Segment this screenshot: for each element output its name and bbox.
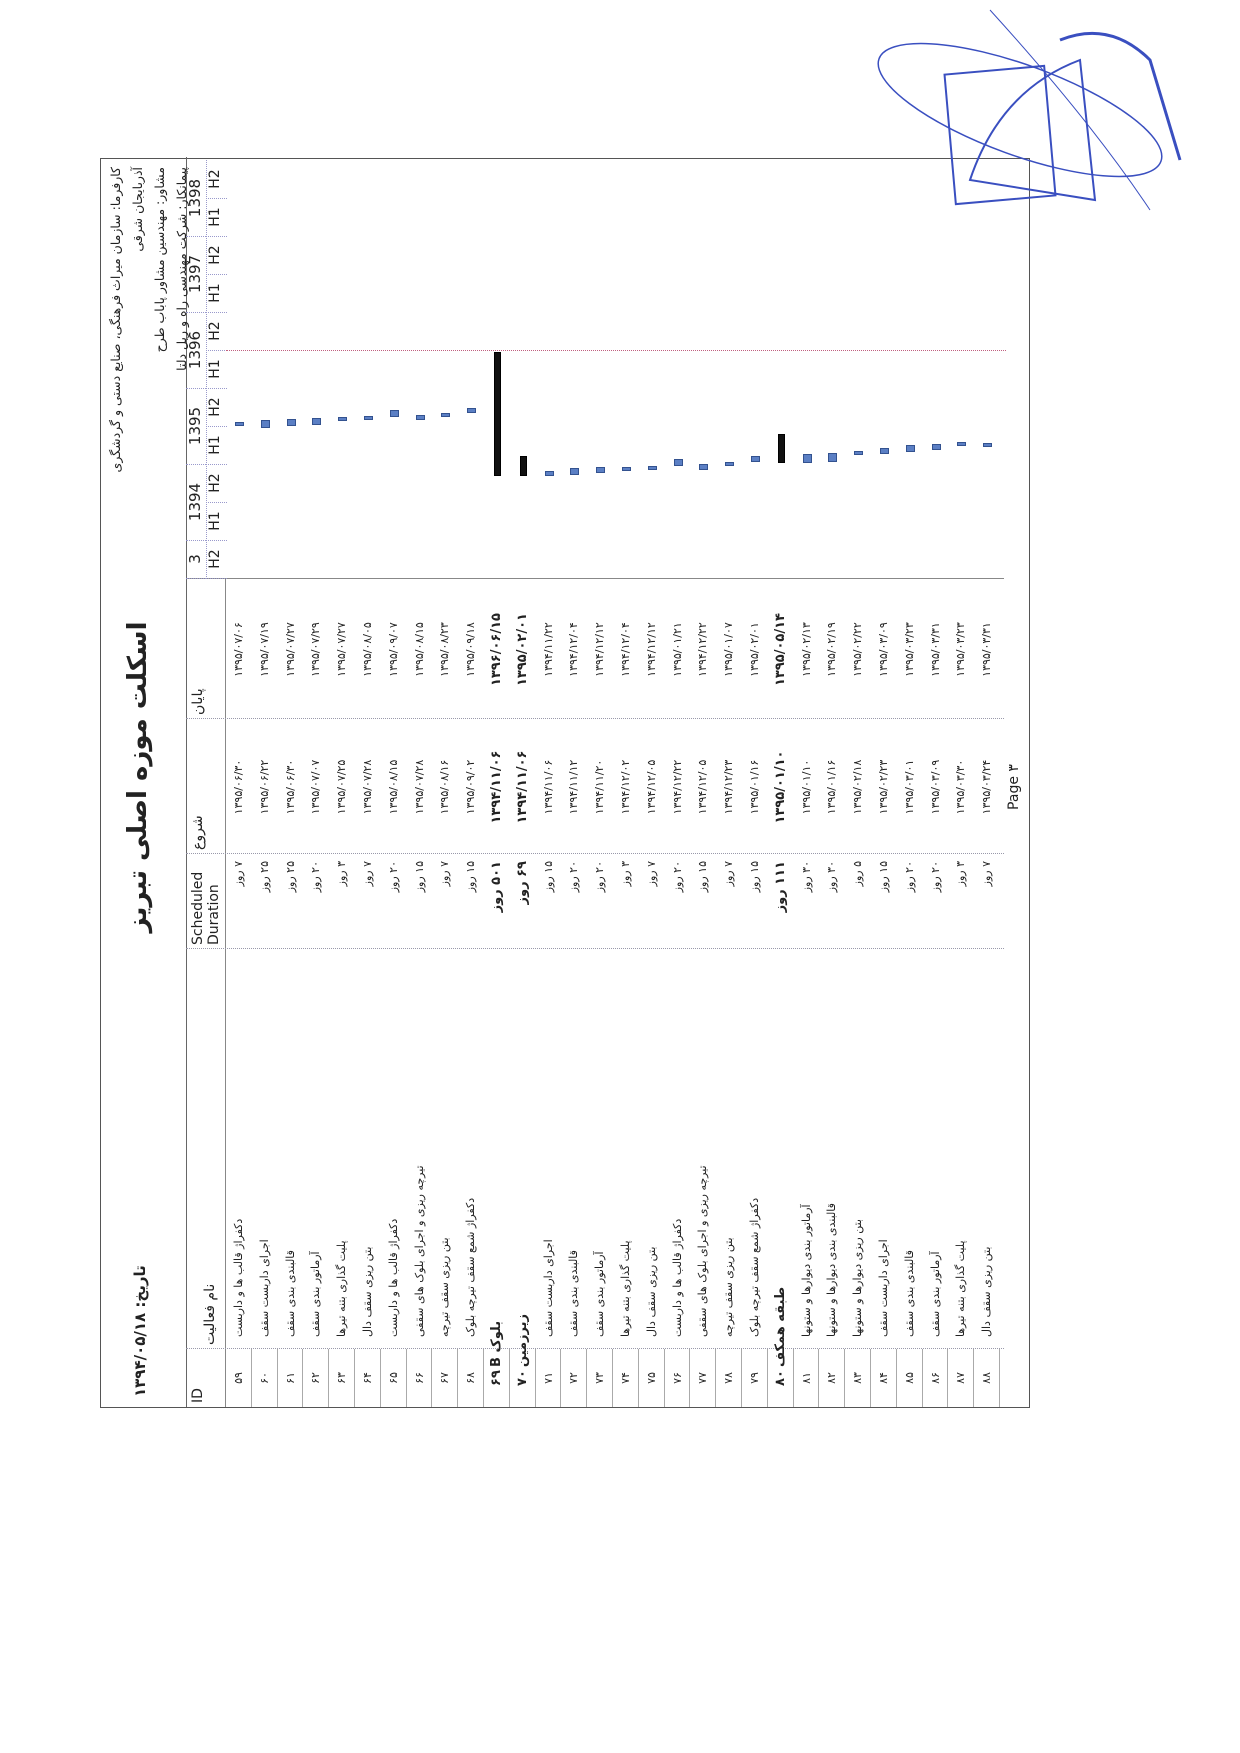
task-id: ۶۳ (329, 1349, 355, 1407)
task-name: قالبندی بندی سقف (902, 1250, 916, 1337)
task-name: آرماتور بندی دیوارها و ستونها (799, 1204, 813, 1337)
table-row[interactable] (923, 579, 949, 1407)
column-header-id: ID (186, 1349, 226, 1407)
timeline-half: H1 (206, 350, 227, 389)
task-bar (880, 448, 889, 454)
task-id: ۶۸ (458, 1349, 484, 1407)
task-id: ۵۹ (226, 1349, 252, 1407)
task-bar (467, 408, 476, 413)
table-row[interactable] (974, 579, 1000, 1407)
task-id: ۷۸ (716, 1349, 742, 1407)
summary-row[interactable] (768, 579, 794, 1407)
timeline-half: H1 (206, 274, 227, 313)
table-row[interactable] (716, 579, 742, 1407)
task-end: ۱۳۹۵/۰۷/۱۹ (257, 622, 271, 677)
company-stamp-signature (850, 0, 1240, 230)
task-bar (828, 453, 837, 462)
status-date-line (226, 350, 1006, 351)
contractor-line: پیمانکار: شرکت مهندسی راه و ریل دلتا (174, 167, 189, 371)
table-row[interactable] (613, 579, 639, 1407)
task-id: ۷۴ (613, 1349, 639, 1407)
table-row[interactable] (665, 579, 691, 1407)
task-end: ۱۳۹۴/۱۱/۲۲ (541, 622, 555, 677)
task-duration: ۳۰ روز (825, 861, 839, 893)
task-duration: ۲۰ روز (309, 861, 323, 893)
task-name: دکفراژ قالب ها و داربست (670, 1218, 684, 1337)
task-name: قالبندی بندی سقف (567, 1250, 581, 1337)
task-bar (854, 451, 863, 455)
table-row[interactable] (432, 579, 458, 1407)
page-header (101, 157, 187, 1407)
task-duration: ۷ روز (644, 861, 658, 887)
report-date: تاریخ: ۱۳۹۴/۰۵/۱۸ (131, 1265, 149, 1397)
task-name: بلوک B (489, 1320, 504, 1367)
task-name: بتن ریزی سقف تیرچه (438, 1237, 452, 1337)
table-row[interactable] (252, 579, 278, 1407)
task-start: ۱۳۹۵/۰۱/۱۶ (825, 759, 839, 815)
table-row[interactable] (561, 579, 587, 1407)
task-bar (648, 466, 657, 470)
task-start: ۱۳۹۴/۱۱/۰۶ (541, 759, 555, 815)
task-bar (674, 459, 683, 467)
task-id: ۸۵ (897, 1349, 923, 1407)
task-id: ۶۵ (381, 1349, 407, 1407)
column-header-name: نام فعالیت (186, 949, 226, 1349)
task-bar (983, 443, 992, 447)
task-name: پلیت گذاری بتنه تیرها (954, 1240, 968, 1337)
task-bar (725, 462, 734, 467)
task-name: زیرزمین (514, 1314, 530, 1367)
task-name: دکفراژ قالب ها و داربست (232, 1218, 245, 1337)
task-end: ۱۳۹۵/۰۸/۲۳ (438, 622, 452, 677)
task-duration: ۵ روز (851, 861, 865, 887)
table-row[interactable] (278, 579, 304, 1407)
task-id: ۶۷ (432, 1349, 458, 1407)
summary-row[interactable] (484, 579, 510, 1407)
task-bar (235, 422, 244, 426)
task-name: آرماتور بندی سقف (593, 1251, 607, 1337)
duration-header-line2: Duration (206, 884, 222, 945)
task-id: ۶۴ (355, 1349, 381, 1407)
task-id: ۷۲ (561, 1349, 587, 1407)
task-id: ۷۶ (665, 1349, 691, 1407)
task-bar (751, 456, 760, 461)
task-start: ۱۳۹۵/۰۹/۰۲ (464, 759, 478, 815)
consultant-line: مشاور: مهندسین مشاور پاباب طرح (152, 167, 167, 353)
task-id: ۷۰ (510, 1349, 536, 1407)
task-start: ۱۳۹۵/۰۷/۲۵ (335, 759, 349, 815)
table-row[interactable] (329, 579, 355, 1407)
table-row[interactable] (536, 579, 562, 1407)
task-start: ۱۳۹۴/۱۱/۰۶ (514, 750, 530, 824)
task-duration: ۱۵ روز (877, 861, 890, 893)
task-id: ۶۶ (407, 1349, 433, 1407)
task-bar (390, 410, 399, 417)
table-row[interactable] (639, 579, 665, 1407)
task-duration: ۳۰ روز (799, 861, 813, 893)
task-name: تیرچه ریزی و اجرای بلوک های سقفی (412, 1165, 426, 1337)
task-start: ۱۳۹۵/۰۷/۲۸ (361, 759, 374, 815)
table-row[interactable] (587, 579, 613, 1407)
timeline-year: 3 (186, 540, 206, 579)
task-bar (906, 445, 915, 452)
task-end: ۱۳۹۵/۰۳/۲۳ (902, 622, 916, 677)
task-start: ۱۳۹۴/۱۲/۰۵ (696, 759, 710, 815)
task-start: ۱۳۹۵/۰۷/۰۷ (309, 759, 323, 815)
task-name: آرماتور بندی سقف (928, 1251, 942, 1337)
timeline-year: 1396 (186, 312, 206, 389)
timeline-year: 1398 (186, 160, 206, 237)
table-row[interactable] (381, 579, 407, 1407)
table-row[interactable] (871, 579, 897, 1407)
column-header-end: پایان (186, 579, 226, 719)
task-duration: ۲۰ روز (593, 861, 607, 893)
column-header-start: شروع (186, 719, 226, 854)
task-start: ۱۳۹۵/۰۸/۱۵ (386, 759, 400, 815)
task-duration: ۲۰ روز (902, 861, 916, 893)
task-duration: ۲۰ روز (670, 861, 684, 893)
task-id: ۶۰ (252, 1349, 278, 1407)
task-end: ۱۳۹۵/۰۳/۳۱ (980, 622, 994, 677)
table-row[interactable] (407, 579, 433, 1407)
task-id: ۶۲ (303, 1349, 329, 1407)
task-name: قالبندی بندی دیوارها و ستونها (825, 1203, 839, 1337)
task-name: بتن ریزی سقف دال (980, 1246, 994, 1337)
task-name: پلیت گذاری بتنه تیرها (335, 1240, 349, 1337)
task-name: اجرای داربست سقف (257, 1239, 271, 1337)
task-bar (441, 413, 450, 417)
task-start: ۱۳۹۴/۱۱/۰۶ (489, 750, 504, 824)
timeline-half: H2 (206, 236, 227, 275)
task-duration: ۳ روز (335, 861, 349, 887)
task-duration: ۲۵ روز (283, 861, 297, 893)
task-id: ۷۳ (587, 1349, 613, 1407)
task-end: ۱۳۹۵/۰۲/۱۳ (799, 622, 813, 677)
task-id: ۷۱ (536, 1349, 562, 1407)
task-duration: ۲۰ روز (928, 861, 942, 893)
page-title: اسکلت موزه اصلی تبریز (123, 621, 153, 933)
task-end: ۱۳۹۵/۰۷/۲۹ (309, 622, 323, 677)
task-duration: ۱۵ روز (464, 861, 478, 893)
task-start: ۱۳۹۵/۰۶/۳۰ (232, 759, 245, 815)
task-start: ۱۳۹۵/۰۱/۱۰ (799, 759, 813, 815)
table-row[interactable] (742, 579, 768, 1407)
task-end: ۱۳۹۵/۰۲/۰۱ (748, 622, 761, 677)
task-id: ۶۹ (484, 1349, 510, 1407)
timeline-year: 1395 (186, 388, 206, 465)
task-end: ۱۳۹۶/۰۶/۱۵ (489, 613, 504, 686)
task-id: ۷۹ (742, 1349, 768, 1407)
task-name: بتن ریزی دیوارها و ستونها (851, 1219, 865, 1337)
task-id: ۸۱ (794, 1349, 820, 1407)
task-name: اجرای داربست سقف (877, 1239, 890, 1337)
task-bar (932, 444, 941, 451)
task-name: بتن ریزی سقف تیرچه (722, 1237, 736, 1337)
task-duration: ۲۰ روز (386, 861, 400, 893)
task-start: ۱۳۹۴/۱۲/۲۳ (722, 759, 736, 815)
task-name: دکفراژ شمع سقف تیرچه بلوک (748, 1197, 761, 1337)
timeline-half: H2 (206, 312, 227, 351)
task-name: بتن ریزی سقف دال (644, 1246, 658, 1337)
task-start: ۱۳۹۵/۰۲/۲۳ (877, 759, 890, 815)
task-start: ۱۳۹۵/۰۳/۰۱ (902, 759, 916, 815)
task-end: ۱۳۹۵/۰۳/۲۳ (954, 622, 968, 677)
task-bar (364, 416, 373, 420)
task-start: ۱۳۹۴/۱۱/۱۲ (567, 759, 581, 815)
task-bar (416, 415, 425, 421)
summary-bar (520, 456, 527, 476)
task-end: ۱۳۹۵/۰۲/۲۲ (851, 622, 865, 677)
table-row[interactable] (948, 579, 974, 1407)
task-start: ۱۳۹۵/۰۷/۲۸ (412, 759, 426, 815)
task-id: ۸۰ (768, 1349, 794, 1407)
project-parties (105, 167, 193, 497)
task-duration: ۷ روز (361, 861, 374, 887)
task-duration: ۶۹ روز (514, 861, 530, 905)
task-end: ۱۳۹۵/۰۷/۲۷ (335, 622, 349, 677)
task-end: ۱۳۹۴/۱۲/۱۲ (593, 622, 607, 677)
task-id: ۸۲ (819, 1349, 845, 1407)
task-end: ۱۳۹۵/۰۳/۳۱ (928, 622, 942, 677)
task-end: ۱۳۹۵/۰۷/۲۷ (283, 622, 297, 677)
task-end: ۱۳۹۵/۰۵/۱۴ (772, 613, 788, 686)
task-end: ۱۳۹۵/۰۳/۰۹ (877, 622, 890, 677)
task-bar (957, 442, 966, 446)
duration-header-line1: Scheduled (190, 871, 206, 945)
timeline-half: H1 (206, 426, 227, 465)
task-bar (622, 467, 631, 471)
task-start: ۱۳۹۵/۰۳/۲۴ (980, 759, 994, 815)
timeline-half: H2 (206, 160, 227, 199)
task-bar (261, 420, 270, 428)
table-row[interactable] (355, 579, 381, 1407)
task-bar (287, 419, 296, 427)
task-name: اجرای داربست سقف (541, 1239, 555, 1337)
task-duration: ۲۵ روز (257, 861, 271, 893)
task-end: ۱۳۹۵/۰۱/۰۷ (722, 622, 736, 677)
task-end: ۱۳۹۵/۰۲/۱۹ (825, 622, 839, 677)
table-row[interactable] (819, 579, 845, 1407)
task-bar (338, 417, 347, 421)
task-id: ۸۴ (871, 1349, 897, 1407)
table-row[interactable] (897, 579, 923, 1407)
task-start: ۱۳۹۵/۰۳/۳۰ (954, 759, 968, 815)
timeline-half: H2 (206, 540, 227, 579)
table-row[interactable] (303, 579, 329, 1407)
column-header-duration (186, 854, 226, 949)
task-start: ۱۳۹۴/۱۲/۰۵ (644, 759, 658, 815)
task-end: ۱۳۹۵/۰۸/۰۵ (361, 622, 374, 677)
task-end: ۱۳۹۵/۰۷/۰۶ (232, 622, 245, 677)
task-end: ۱۳۹۵/۰۹/۱۸ (464, 622, 478, 677)
task-duration: ۷ روز (438, 861, 452, 887)
table-row[interactable] (226, 579, 252, 1407)
task-end: ۱۳۹۴/۱۲/۱۲ (644, 622, 658, 677)
task-bar (803, 454, 812, 463)
task-duration: ۷ روز (232, 861, 245, 887)
task-start: ۱۳۹۵/۰۸/۱۶ (438, 759, 452, 815)
timeline-year: 1397 (186, 236, 206, 313)
task-start: ۱۳۹۵/۰۶/۲۲ (257, 759, 271, 815)
task-start: ۱۳۹۴/۱۲/۰۲ (619, 759, 632, 815)
task-duration: ۱۵ روز (748, 861, 761, 893)
task-name: پلیت گذاری بتنه تیرها (619, 1240, 632, 1337)
gantt-page (100, 158, 1030, 1408)
table-row[interactable] (690, 579, 716, 1407)
task-end: ۱۳۹۴/۱۲/۰۴ (567, 622, 581, 677)
task-duration: ۱۵ روز (412, 861, 426, 893)
task-start: ۱۳۹۵/۰۳/۰۹ (928, 759, 942, 815)
task-duration: ۳ روز (954, 861, 968, 887)
task-name: بتن ریزی سقف دال (361, 1246, 374, 1337)
task-duration: ۱۵ روز (696, 861, 710, 893)
task-name: طبقه همکف (772, 1286, 788, 1367)
task-id: ۸۳ (845, 1349, 871, 1407)
summary-bar (494, 352, 501, 476)
task-start: ۱۳۹۵/۰۱/۱۶ (748, 759, 761, 815)
timeline-half: H1 (206, 502, 227, 541)
timeline-half: H1 (206, 198, 227, 237)
timeline-half: H2 (206, 388, 227, 427)
task-bar (570, 468, 579, 475)
summary-row[interactable] (510, 579, 536, 1407)
task-bar (545, 471, 554, 476)
task-start: ۱۳۹۴/۱۲/۲۲ (670, 759, 684, 815)
task-name: دکفراژ شمع سقف تیرچه بلوک (464, 1197, 478, 1337)
task-duration: ۱۱۱ روز (772, 861, 788, 913)
task-end: ۱۳۹۵/۰۸/۱۵ (412, 622, 426, 677)
task-id: ۸۶ (923, 1349, 949, 1407)
task-bar (596, 467, 605, 474)
task-name: دکفراژ قالب ها و داربست (386, 1218, 400, 1337)
client-line: کارفرما: سازمان میراث فرهنگی، صنایع دستی و گردشگری آذربایجان شرقی (108, 167, 145, 473)
timeline-year: 1394 (186, 464, 206, 541)
task-duration: ۱۵ روز (541, 861, 555, 893)
task-start: ۱۳۹۵/۰۲/۱۸ (851, 759, 865, 815)
task-start: ۱۳۹۵/۰۶/۳۰ (283, 759, 297, 815)
task-duration: ۳ روز (619, 861, 632, 887)
task-name: آرماتور بندی سقف (309, 1251, 323, 1337)
task-end: ۱۳۹۵/۰۹/۰۷ (386, 622, 400, 677)
task-name: قالبندی بندی سقف (283, 1250, 297, 1337)
table-row[interactable] (845, 579, 871, 1407)
task-end: ۱۳۹۴/۱۲/۲۲ (696, 622, 710, 677)
table-row[interactable] (794, 579, 820, 1407)
task-duration: ۲۰ روز (567, 861, 581, 893)
task-id: ۶۱ (278, 1349, 304, 1407)
task-duration: ۷ روز (980, 861, 994, 887)
page-number: Page ۳ (1006, 764, 1022, 810)
task-duration: ۵۰۱ روز (489, 861, 504, 913)
task-bar (699, 464, 708, 470)
table-row[interactable] (458, 579, 484, 1407)
timeline-half: H2 (206, 464, 227, 503)
task-duration: ۷ روز (722, 861, 736, 887)
task-start: ۱۳۹۵/۰۱/۱۰ (772, 750, 788, 824)
task-id: ۸۸ (974, 1349, 1000, 1407)
task-id: ۷۷ (690, 1349, 716, 1407)
summary-bar (778, 434, 785, 463)
task-id: ۷۵ (639, 1349, 665, 1407)
task-name: تیرچه ریزی و اجرای بلوک های سقفی (696, 1165, 710, 1337)
task-start: ۱۳۹۴/۱۱/۲۰ (593, 759, 607, 815)
task-end: ۱۳۹۵/۰۲/۰۱ (514, 613, 530, 686)
task-end: ۱۳۹۴/۱۲/۰۴ (619, 622, 632, 677)
task-end: ۱۳۹۵/۰۱/۲۱ (670, 622, 684, 677)
task-id: ۸۷ (948, 1349, 974, 1407)
task-bar (312, 418, 321, 425)
